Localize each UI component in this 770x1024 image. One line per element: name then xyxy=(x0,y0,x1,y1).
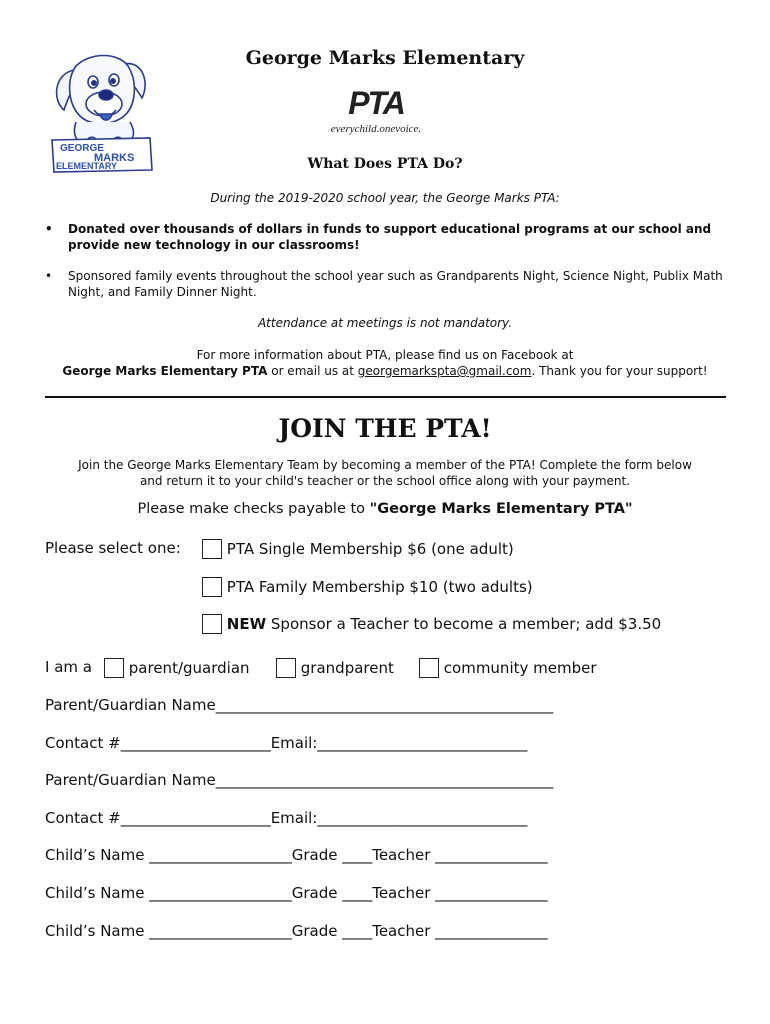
role-community-member[interactable] xyxy=(419,658,597,678)
thanks-text: . Thank you for your support! xyxy=(531,364,708,378)
school-title: George Marks Elementary xyxy=(245,47,525,69)
role-grandparent[interactable] xyxy=(276,658,394,678)
option-label: PTA Single Membership $6 (one adult) xyxy=(226,540,514,558)
contact-line xyxy=(0,363,770,379)
section-title: What Does PTA Do? xyxy=(307,156,463,172)
parent-guardian-name-field-2[interactable]: Parent/Guardian Name_____________________________________________ xyxy=(45,771,554,789)
mascot-text-marks: MARKS xyxy=(94,152,135,164)
select-label: Please select one: xyxy=(45,539,181,557)
bullet-dot: • xyxy=(45,222,53,236)
bullet-text: Sponsored family events throughout the school year such as Grandparents Night, Science Night, Publix Math Night, and Family Dinner Night. xyxy=(68,269,723,299)
payable-name: "George Marks Elementary PTA" xyxy=(369,501,633,517)
pta-tagline: everychild.onevoice. xyxy=(330,123,422,135)
membership-option-sponsor[interactable] xyxy=(202,614,661,634)
facebook-name: George Marks Elementary PTA xyxy=(62,364,268,378)
payable-prefix: Please make checks payable to xyxy=(137,501,370,517)
contact-email-field-2[interactable]: Contact #____________________Email:____________________________ xyxy=(45,809,528,827)
checkbox-family[interactable] xyxy=(202,577,222,597)
option-new-tag: NEW xyxy=(226,615,267,633)
bullet-dot: • xyxy=(45,269,53,283)
email-prefix: or email us at xyxy=(267,364,358,378)
role-label: community member xyxy=(443,659,597,677)
option-label: Sponsor a Teacher to become a member; add $3.50 xyxy=(266,615,662,633)
join-text-line: and return it to your child's teacher or the school office along with your payment. xyxy=(139,474,631,488)
checkbox-sponsor[interactable] xyxy=(202,614,222,634)
payable-note xyxy=(0,501,770,517)
email-link[interactable]: georgemarkspta@gmail.com xyxy=(357,364,532,378)
checkbox-parent-guardian[interactable] xyxy=(104,658,124,678)
checkbox-single[interactable] xyxy=(202,539,222,559)
join-text-line: Join the George Marks Elementary Team by becoming a member of the PTA! Complete the form below xyxy=(78,458,692,472)
bullet-text: Donated over thousands of dollars in funds to support educational programs at our school and provide new technology in our classrooms! xyxy=(68,222,712,252)
divider xyxy=(45,396,726,398)
checkbox-grandparent[interactable] xyxy=(276,658,296,678)
pta-logo xyxy=(318,86,434,138)
contact-info xyxy=(0,347,770,379)
bullet-item xyxy=(45,268,725,300)
checkbox-community-member[interactable] xyxy=(419,658,439,678)
membership-option-family[interactable] xyxy=(202,577,533,597)
about-intro: During the 2019-2020 school year, the George Marks PTA: xyxy=(210,191,560,205)
role-label: parent/guardian xyxy=(128,659,250,677)
child-row-3[interactable]: Child’s Name ___________________Grade ____Teacher _______________ xyxy=(45,922,548,940)
child-row-2[interactable]: Child’s Name ___________________Grade ____Teacher _______________ xyxy=(45,884,548,902)
parent-guardian-name-field-1[interactable]: Parent/Guardian Name_____________________________________________ xyxy=(45,696,554,714)
contact-email-field-1[interactable]: Contact #____________________Email:____________________________ xyxy=(45,734,528,752)
join-instructions xyxy=(0,457,770,489)
mascot-text-george: GEORGE xyxy=(60,143,104,154)
attendance-note: Attendance at meetings is not mandatory. xyxy=(257,316,513,330)
pta-wordmark: PTA xyxy=(348,86,404,121)
membership-option-single[interactable] xyxy=(202,539,514,559)
role-parent-guardian[interactable] xyxy=(104,658,250,678)
bullet-item xyxy=(45,221,725,253)
more-info-line: For more information about PTA, please find us on Facebook at xyxy=(196,348,574,362)
mascot-text-elementary: ELEMENTARY xyxy=(56,161,118,171)
iam-label: I am a xyxy=(45,658,92,676)
join-title: JOIN THE PTA! xyxy=(278,414,492,443)
option-label: PTA Family Membership $10 (two adults) xyxy=(226,578,533,596)
role-label: grandparent xyxy=(300,659,394,677)
child-row-1[interactable]: Child’s Name ___________________Grade ____Teacher _______________ xyxy=(45,846,548,864)
